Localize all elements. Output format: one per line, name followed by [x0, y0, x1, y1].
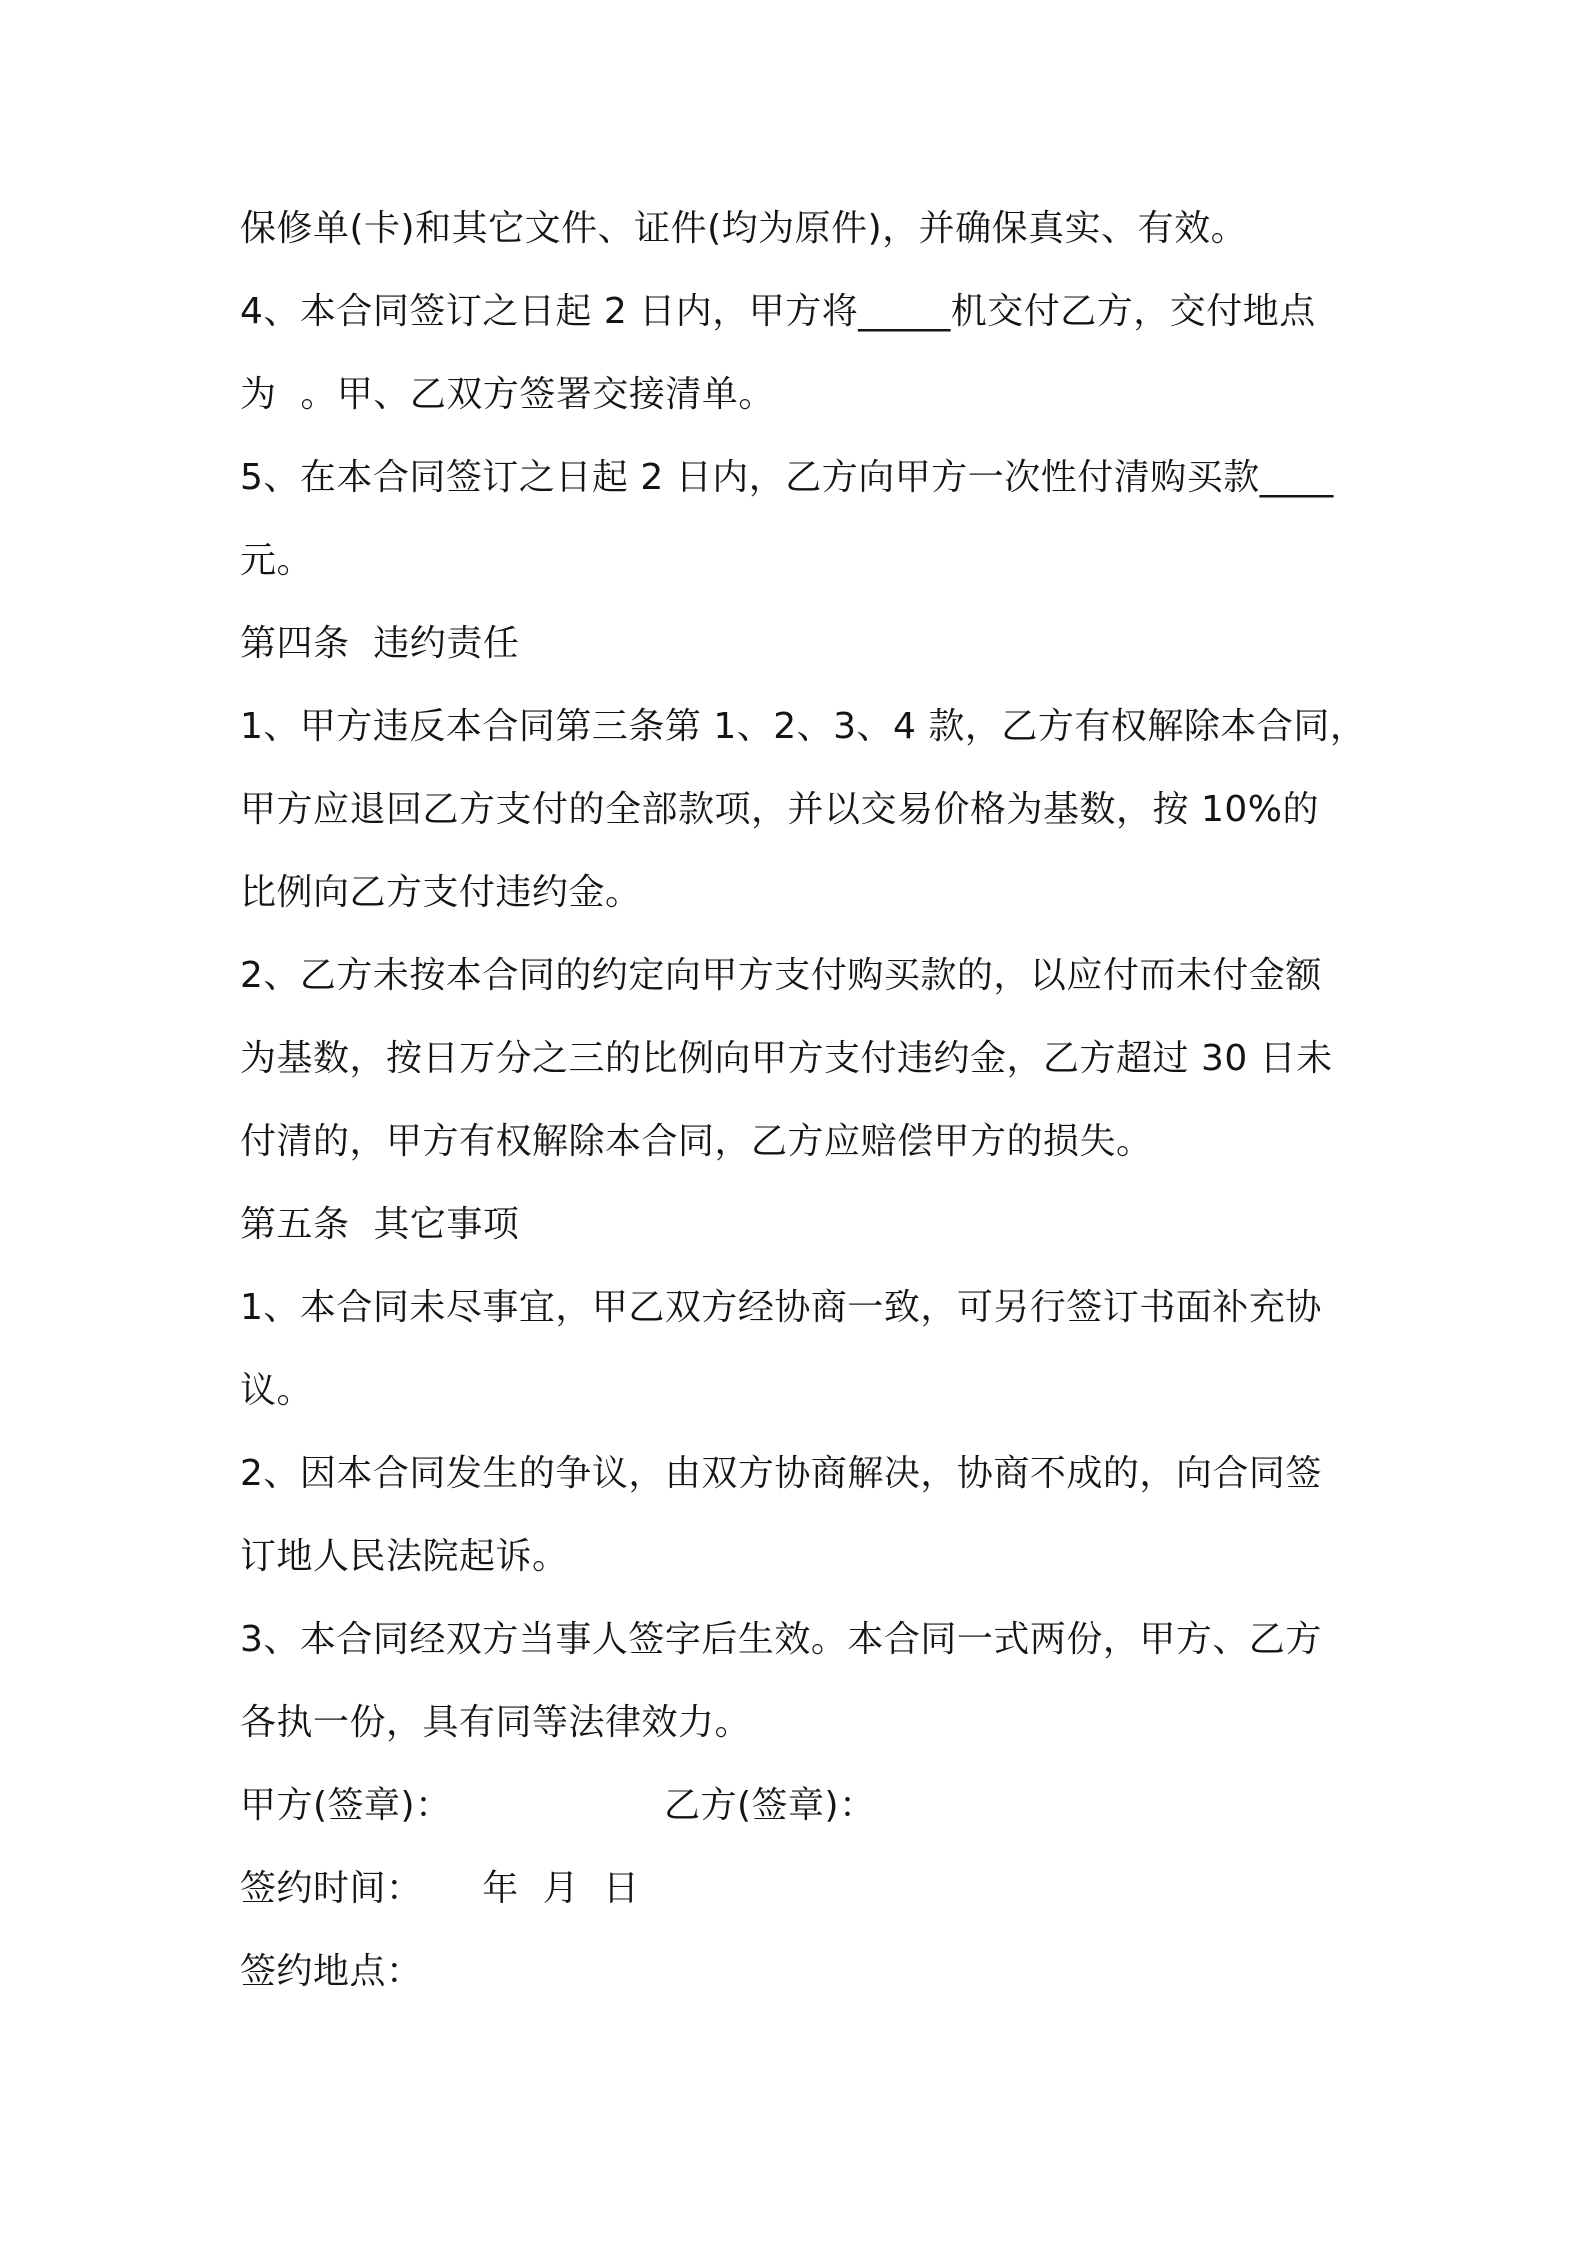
- clause-5-item-1: 1、本合同未尽事宜，甲乙双方经协商一致，可另行签订书面补充协: [240, 1287, 1322, 1328]
- clause-5-item-1-cont: 议。: [240, 1370, 314, 1411]
- clause-4-item-2: 2、乙方未按本合同的约定向甲方支付购买款的，以应付而未付金额: [240, 955, 1322, 996]
- clause-3-item-5: 5、在本合同签订之日起 2 日内，乙方向甲方一次性付清购买款____: [240, 457, 1334, 498]
- article-4-heading: 第四条 违约责任: [240, 623, 520, 664]
- clause-4-item-1: 1、甲方违反本合同第三条第 1、2、3、4 款，乙方有权解除本合同，: [240, 706, 1367, 747]
- clause-4-item-2-cont-b: 付清的，甲方有权解除本合同，乙方应赔偿甲方的损失。: [240, 1121, 1153, 1162]
- clause-3-item-4: 4、本合同签订之日起 2 日内，甲方将_____机交付乙方，交付地点: [240, 291, 1316, 332]
- clause-3-item-4-cont: 为 。甲、乙双方签署交接清单。: [240, 374, 775, 415]
- clause-5-item-3: 3、本合同经双方当事人签字后生效。本合同一式两份，甲方、乙方: [240, 1619, 1322, 1660]
- clause-5-item-3-cont: 各执一份，具有同等法律效力。: [240, 1702, 752, 1743]
- party-a-signature-label: 甲方(签章)：: [240, 1785, 452, 1826]
- clause-4-item-2-cont-a: 为基数，按日万分之三的比例向甲方支付违约金，乙方超过 30 日未: [240, 1038, 1333, 1079]
- article-5-heading: 第五条 其它事项: [240, 1204, 520, 1245]
- clause-3-item-5-cont: 元。: [240, 540, 314, 581]
- clause-4-item-1-cont-a: 甲方应退回乙方支付的全部款项，并以交易价格为基数，按 10%的: [240, 789, 1319, 830]
- signing-place-label: 签约地点：: [240, 1951, 423, 1992]
- clause-5-item-2: 2、因本合同发生的争议，由双方协商解决，协商不成的，向合同签: [240, 1453, 1322, 1494]
- clause-4-item-1-cont-b: 比例向乙方支付违约金。: [240, 872, 642, 913]
- signing-date-label: 签约时间： 年 月 日: [240, 1868, 640, 1909]
- clause-5-item-2-cont: 订地人民法院起诉。: [240, 1536, 569, 1577]
- party-b-signature-label: 乙方(签章)：: [664, 1785, 876, 1826]
- body-line-continuation: 保修单(卡)和其它文件、证件(均为原件)，并确保真实、有效。: [240, 208, 1248, 249]
